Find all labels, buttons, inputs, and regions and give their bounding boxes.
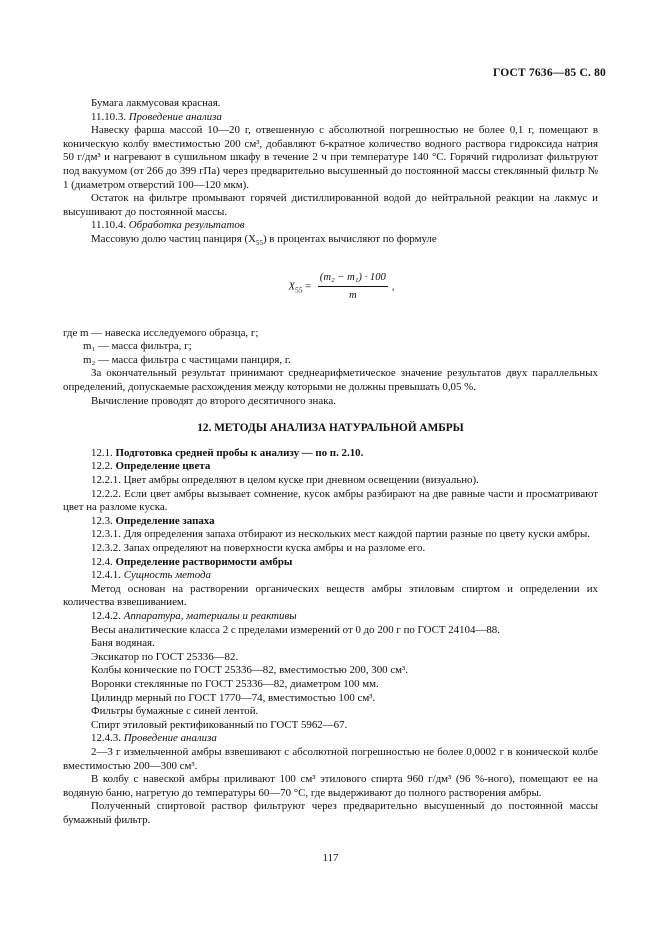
legend-line: где m — навеска исследуемого образца, г;	[63, 326, 259, 339]
paragraph: В колбу с навеской амбры приливают 100 см³ этилового спирта 960 г/дм³ (96 %-ного), помещают ее на водяную баню, нагретую до температуры 60—70 °С, где выдерживают до полного растворения амбры.	[63, 773, 598, 799]
list-item: Цилиндр мерный по ГОСТ 1770—74, вместимостью 100 см³.	[91, 691, 376, 704]
list-item: Спирт этиловый ректификованный по ГОСТ 5962—67.	[91, 718, 348, 731]
paragraph: Массовую долю частиц панциря $(X_{55})$ в процентах вычисляют по формуле	[91, 232, 437, 248]
paragraph: Бумага лакмусовая красная.	[91, 97, 221, 109]
subsection-heading: 11.10.4. Обработка результатов	[91, 219, 245, 232]
subsection-heading: 12.4. Определение растворимости амбры	[91, 555, 293, 568]
list-item: Баня водяная.	[91, 637, 155, 650]
paragraph: 12.3.1. Для определения запаха отбирают из нескольких мест каждой партии разные по цвету куски амбры.	[91, 528, 591, 541]
list-item: Весы аналитические класса 2 с пределами измерений от 0 до 200 г по ГОСТ 24104—88.	[91, 623, 500, 636]
formula: $X_{55}$ = $\frac{\text{(m₂ − m₁) · 100}}{m}$ ,	[288, 271, 395, 302]
page-number: 117	[322, 852, 339, 864]
subsection-heading: 12.4.3. Проведение анализа	[91, 732, 217, 745]
paragraph: 12.2.2. Если цвет амбры вызывает сомнение, кусок амбры разбирают на две равные части и просматривают цвет на разломе куска.	[63, 487, 598, 514]
formula-fraction: $\frac{\text{(m₂ − m₁) · 100}}{m}$	[319, 271, 386, 302]
list-item: Фильтры бумажные с синей лентой.	[91, 705, 259, 718]
subsection-heading: 12.4.1. Сущность метода	[91, 569, 211, 582]
subsection-heading: 12.4.2. Аппаратура, материалы и реактивы	[91, 609, 297, 622]
paragraph: За окончательный результат принимают среднеарифметическое значение результатов двух параллельных определений, допускаемые расхождения между которыми не должны превышать 0,05 %.	[63, 367, 598, 394]
legend-line: m₂ — масса фильтра с частицами панциря, г.	[83, 353, 291, 366]
paragraph: Остаток на фильтре промывают горячей дистиллированной водой до нейтральной реакции на лакмус и высушивают до постоянной массы.	[63, 192, 598, 218]
page-header: ГОСТ 7636—85 С. 80	[493, 67, 606, 79]
legend-line: m₁ — масса фильтра, г;	[83, 340, 192, 353]
subsection-heading: 12.2. Определение цвета	[91, 460, 211, 473]
list-item: Колбы конические по ГОСТ 25336—82, вместимостью 200, 300 см³.	[91, 664, 409, 677]
paragraph: Полученный спиртовой раствор фильтруют через предварительно высушенный до постоянной массы бумажный фильтр.	[63, 800, 598, 826]
subsection-heading: 12.1. Подготовка средней пробы к анализу — по п. 2.10.	[91, 446, 364, 459]
paragraph: Метод основан на растворении органических веществ амбры этиловым спиртом и определении их количества взвешиванием.	[63, 582, 598, 609]
paragraph: Вычисление проводят до второго десятичного знака.	[91, 394, 336, 407]
paragraph: Навеску фарша массой 10—20 г, отвешенную с абсолютной погрешностью не более 0,1 г, помещают в коническую колбу вместимостью 200 см³, добавляют 6-кратное количество водного раствора гидроксида натрия 50 г/дм³ и нагревают в сушильном шкафу в течение 2 ч при температуре 140 °С. Горячий гидролизат фильтруют под вакуумом (от 266 до 399 гПа) через предварительно высушенный до постоянной массы стеклянный фильтр № 1 (диаметром отверстий 100—120 мкм).	[63, 124, 598, 191]
list-item: Воронки стеклянные по ГОСТ 25336—82, диаметром 100 мм.	[91, 677, 379, 690]
page-body	[63, 97, 598, 827]
section-title: 12. МЕТОДЫ АНАЛИЗА НАТУРАЛЬНОЙ АМБРЫ	[197, 422, 464, 435]
paragraph: 12.2.1. Цвет амбры определяют в целом куске при дневном освещении (визуально).	[91, 474, 479, 487]
subsection-heading: 11.10.3. Проведение анализа	[91, 110, 222, 123]
subsection-heading: 12.3. Определение запаха	[91, 514, 215, 527]
paragraph: 12.3.2. Запах определяют на поверхности куска амбры и на разломе его.	[91, 542, 426, 555]
paragraph: 2—3 г измельченной амбры взвешивают с абсолютной погрешностью не более 0,0002 г в конической колбе вместимостью 200—300 см³.	[63, 745, 598, 772]
list-item: Эксикатор по ГОСТ 25336—82.	[91, 650, 239, 663]
